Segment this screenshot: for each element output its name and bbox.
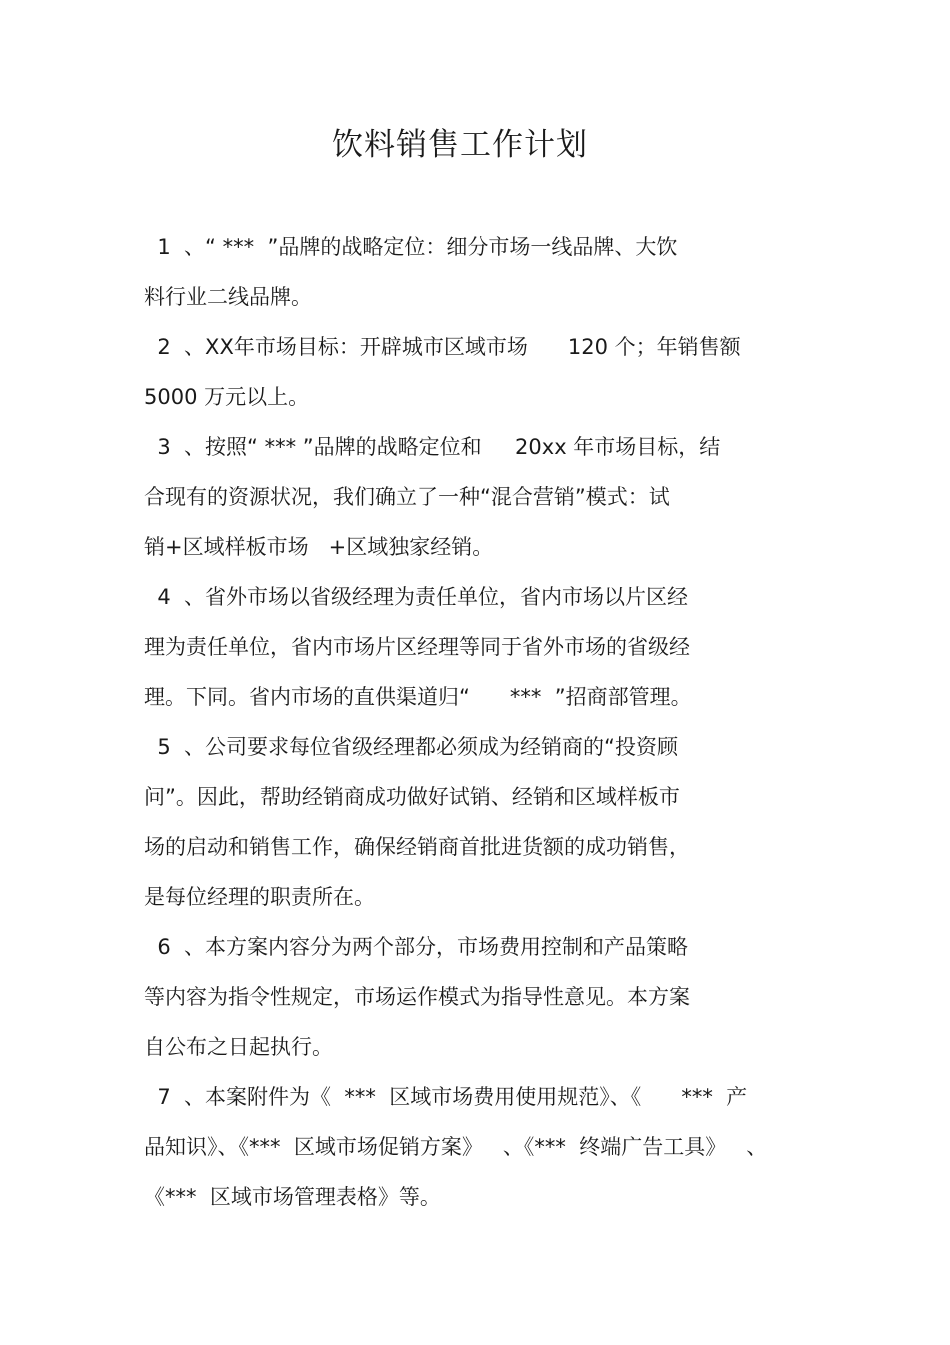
paragraph-line: 合现有的资源状况，我们确立了一种“混合营销”模式：试 [144, 485, 670, 509]
paragraph-line: 场的启动和销售工作，确保经销商首批进货额的成功销售， [144, 835, 690, 859]
paragraph-line: 3 、按照“ *** ”品牌的战略定位和 20xx 年市场目标，结 [144, 435, 721, 459]
paragraph-line: 理。下同。省内市场的直供渠道归“ *** ”招商部管理。 [144, 685, 692, 709]
paragraph-line: 5 、公司要求每位省级经理都必须成为经销商的“投资顾 [144, 735, 678, 759]
paragraph-line: 品知识》、《*** 区域市场促销方案》 、《*** 终端广告工具》 、 [144, 1135, 768, 1159]
document-title: 饮料销售工作计划 [332, 127, 588, 163]
paragraph-line: 5000 万元以上。 [144, 385, 310, 409]
paragraph-line: 7 、本案附件为《 *** 区域市场费用使用规范》、《 *** 产 [144, 1085, 748, 1109]
paragraph-line: 4 、省外市场以省级经理为责任单位，省内市场以片区经 [144, 585, 689, 609]
paragraph-line: 问”。因此，帮助经销商成功做好试销、经销和区域样板市 [144, 785, 680, 809]
paragraph-line: 等内容为指令性规定，市场运作模式为指导性意见。本方案 [144, 985, 690, 1009]
paragraph-2 [144, 322, 814, 422]
paragraph-line: 6 、本方案内容分为两个部分，市场费用控制和产品策略 [144, 935, 689, 959]
paragraph-line: 自公布之日起执行。 [144, 1035, 333, 1059]
paragraph-line: 2 、XX年市场目标：开辟城市区域市场 120 个；年销售额 [144, 335, 741, 359]
paragraph-6 [144, 922, 814, 1072]
paragraph-4 [144, 572, 814, 722]
paragraph-1 [144, 222, 814, 322]
paragraph-5 [144, 722, 814, 922]
document-body [144, 222, 814, 1222]
paragraph-line: 1 、“ *** ”品牌的战略定位：细分市场一线品牌、大饮 [144, 235, 678, 259]
paragraph-line: 料行业二线品牌。 [144, 285, 312, 309]
paragraph-line: 销+区域样板市场 +区域独家经销。 [144, 535, 494, 559]
paragraph-line: 是每位经理的职责所在。 [144, 885, 375, 909]
paragraph-3 [144, 422, 814, 572]
paragraph-line: 《*** 区域市场管理表格》等。 [144, 1185, 441, 1209]
paragraph-7 [144, 1072, 814, 1222]
paragraph-line: 理为责任单位，省内市场片区经理等同于省外市场的省级经 [144, 635, 690, 659]
